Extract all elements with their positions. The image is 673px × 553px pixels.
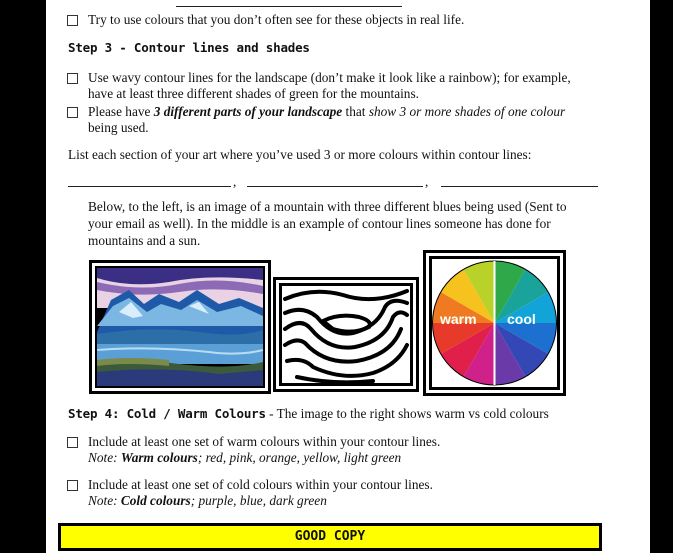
- step3-item2-line2: being used.: [88, 120, 149, 135]
- step3-item2-line1: [88, 104, 565, 120]
- answer-line-3[interactable]: [441, 186, 598, 187]
- comma: ,: [425, 174, 429, 189]
- step4-heading-rest: - The image to the right shows warm vs cold colours: [265, 406, 549, 421]
- step4-heading: Step 4: Cold / Warm Colours: [68, 406, 266, 421]
- para-line2: your email as well). In the middle is an example of contour lines someone has done for: [88, 216, 551, 231]
- step4-item1: Include at least one set of warm colours within your contour lines.: [88, 434, 441, 449]
- note-rest: ; purple, blue, dark green: [190, 493, 327, 508]
- step3-item1-line2: have at least three different shades of green for the mountains.: [88, 86, 419, 101]
- step4-item2-note: [88, 493, 327, 509]
- step4-heading-row: [68, 405, 549, 423]
- step3-item2-mid: that: [342, 104, 369, 119]
- para-line1: Below, to the left, is an image of a mountain with three different blues being used (Sent to: [88, 199, 567, 214]
- worksheet-page: [46, 0, 650, 553]
- step3-heading: Step 3 - Contour lines and shades: [68, 40, 310, 55]
- step3-item2-em: 3 different parts of your landscape: [153, 104, 343, 119]
- step3-item2-em2: show 3 or more shades of one colour: [368, 104, 566, 119]
- bullet-text: Try to use colours that you don’t often see for these objects in real life.: [88, 12, 465, 27]
- answer-line-top[interactable]: [176, 6, 402, 7]
- step4-item2: Include at least one set of cold colours within your contour lines.: [88, 477, 433, 492]
- comma: ,: [233, 174, 237, 189]
- good-copy-banner: GOOD COPY: [58, 523, 602, 551]
- mountain-painting-icon: [89, 260, 271, 394]
- checkbox[interactable]: [67, 437, 78, 448]
- checkbox[interactable]: [67, 480, 78, 491]
- mountain-image: [89, 260, 271, 394]
- note-label: Note:: [88, 450, 121, 465]
- step3-item1-line1: Use wavy contour lines for the landscape (don’t make it look like a rainbow); for example,: [88, 70, 571, 85]
- checkbox[interactable]: [67, 73, 78, 84]
- note-bold: Cold colours: [120, 493, 191, 508]
- list-prompt: List each section of your art where you’ve used 3 or more colours within contour lines:: [68, 147, 532, 162]
- cool-label: cool: [507, 311, 536, 327]
- colour-wheel-image: [423, 250, 566, 396]
- contour-lines-image: [273, 277, 419, 392]
- warm-label: warm: [440, 311, 477, 327]
- note-label: Note:: [88, 493, 121, 508]
- contour-drawing-icon: [273, 277, 419, 392]
- step4-item1-note: [88, 450, 401, 466]
- para-line3: mountains and a sun.: [88, 233, 201, 248]
- note-bold: Warm colours: [120, 450, 198, 465]
- note-rest: ; red, pink, orange, yellow, light green: [197, 450, 402, 465]
- answer-line-2[interactable]: [247, 186, 423, 187]
- checkbox[interactable]: [67, 15, 78, 26]
- step3-item2-pre: Please have: [88, 104, 154, 119]
- checkbox[interactable]: [67, 107, 78, 118]
- answer-line-1[interactable]: [68, 186, 231, 187]
